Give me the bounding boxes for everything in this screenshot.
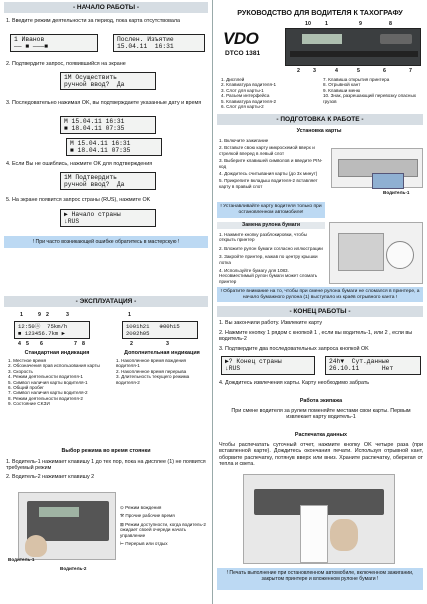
callout-number: 4 <box>18 341 21 347</box>
card-insert-illustration <box>331 148 423 188</box>
legend-item-work <box>120 513 210 518</box>
lcd-additional-display <box>122 321 198 339</box>
lcd-line: 1M Подтвердить <box>64 174 117 181</box>
legend-label: Режим доступности, когда водитель-2 ожидает своей очереди начать управление <box>120 521 206 538</box>
lcd-end-country <box>221 356 315 375</box>
print-note: ! Печать выполнение при остановленном автомобиле, включенном зажигании, закрытом принтере и вложенном рулоне бумаги ! <box>217 568 423 590</box>
list-item: 9. Клавиши меню <box>323 87 361 93</box>
list-item: 2. Накопленное время перерыва <box>116 368 187 374</box>
list-item: 4. Разъем интерфейса <box>221 93 270 99</box>
paper-roll-illustration <box>329 222 423 284</box>
lcd-line: M 15.04.11 16:31 <box>64 118 125 125</box>
paper-roll-image <box>386 241 414 269</box>
callout-number: 8 <box>82 341 85 347</box>
device-items-right <box>323 77 423 104</box>
device-display <box>302 34 342 44</box>
callout-number: 7 <box>409 68 412 74</box>
list-item: 3. Слот для карты-1 <box>221 87 264 93</box>
tachograph-display <box>39 507 79 517</box>
activity-legend <box>120 505 210 546</box>
lcd-line: ▶ Начало страны <box>64 211 121 218</box>
printout-photo <box>243 474 395 564</box>
workshop-warning: ! При часто возникающей ошибке обратитесь в мастерскую ! <box>4 236 208 248</box>
end-step-4: 4. Дождитесь извлечения карты. Карту необходимо забрать <box>219 380 370 386</box>
list-item: 6. Общий пробег <box>8 385 44 391</box>
legend-item-driving <box>120 505 210 510</box>
callout-number: 3 <box>66 312 69 318</box>
list-item: 3. Длительность текущего режима водителя-2 <box>116 374 190 385</box>
start-step-5: 5. На экране появится запрос страны (RUS), нажмите OK <box>6 197 151 203</box>
end-step-1: 1. Вы закончили работу. Извлеките карту <box>219 320 323 326</box>
parking-mode-title: Выбор режима во время стоянки <box>61 448 151 454</box>
lcd-confirm-entry <box>60 172 156 190</box>
list-item: 2. Вложите рулон бумаги согласно иллюстрации <box>219 245 323 251</box>
card-install-title: Установка карты <box>296 128 342 134</box>
callout-number: 8 <box>389 21 392 27</box>
lcd-line: ■ 18.04.11 07:35 <box>64 125 125 132</box>
legend-label: Режим вождения <box>125 505 162 510</box>
legend-label: Перерыв или отдых <box>125 541 168 547</box>
legend-item-availability <box>120 522 210 538</box>
start-step-3: 3. Последовательно нажимая OK, вы подтверждаете указанные дату и время <box>6 100 202 106</box>
list-item: 10. Знак, разрешающий перевозку опасных грузов <box>323 93 417 104</box>
list-item: 2. Клавиатура водителя-1 <box>221 82 277 88</box>
device-items-left <box>221 77 321 109</box>
lcd-country-start <box>60 209 156 227</box>
callout-number: 3 <box>313 68 316 74</box>
lcd-line: ▶? Конец страны <box>225 358 282 365</box>
additional-display-items <box>116 358 208 385</box>
lcd-line: 26.10.11 Нет <box>329 365 394 372</box>
driver-1-label: Водитель-1 <box>8 557 35 562</box>
lcd-line: 1 Иванов <box>14 36 45 43</box>
lcd-driver-name <box>10 34 98 52</box>
lcd-line: —— ■ ———■ <box>14 43 49 50</box>
start-step-4: 4. Если Вы не ошиблись, нажмите OK для подтверждения <box>6 161 153 167</box>
tachograph-device <box>285 28 421 66</box>
tachograph-photo <box>18 492 116 560</box>
paper-replace-note: ! Обратите внимание на то, чтобы при смене рулона бумаги не сломался в принтере, а начало бумажного рулона (1) выступало из краёв отрывного канта ! <box>217 287 423 302</box>
card-slots[interactable] <box>290 51 418 57</box>
legend-label: Прочие рабочие время <box>125 513 175 519</box>
callout-number: 7 <box>74 341 77 347</box>
callout-number: 1 <box>325 21 328 27</box>
callout-number: 9 <box>359 21 362 27</box>
lcd-line: 12:50ⓐ 75km/h <box>18 323 68 330</box>
list-item: 7. Символ наличия карты водителя-2 <box>8 390 88 396</box>
lcd-last-removal <box>113 34 205 52</box>
lcd-date-time-1 <box>60 116 156 134</box>
paper-replace-title: Замена рулона бумаги <box>217 222 325 229</box>
left-column <box>0 0 213 604</box>
list-item: 3. Выберите клавишей символов и введите PIN-код <box>219 158 323 169</box>
lcd-line: ↓RUS <box>225 365 241 372</box>
callout-number: 6 <box>40 341 43 347</box>
driver-1-label-prep: Водитель-1 <box>383 190 410 195</box>
callout-number: 4 <box>335 68 338 74</box>
guide-title: РУКОВОДСТВО ДЛЯ ВОДИТЕЛЯ К ТАХОГРАФУ <box>237 8 403 17</box>
card-install-steps <box>219 138 323 189</box>
list-item: 1. Накопленное время вождения водителя-1 <box>116 358 187 369</box>
hammers-icon: ⚒ <box>120 513 125 519</box>
right-column <box>213 0 427 604</box>
list-item: 2. Вставьте свою карту микросхемой вверх и стрелкой вперед в левый слот <box>219 145 315 156</box>
lcd-line: 15.04.11 16:31 <box>117 43 174 50</box>
menu-keys[interactable] <box>380 34 412 44</box>
print-title: Распечатка данных <box>294 432 348 438</box>
print-text: Чтобы распечатать суточный отчет, нажмите кнопку OK четыре раза (при вставленной карте). Дождитесь окончания печати. Используя отрывной кант, оборвите распечатку, потянув вверх или вниз. Храните распечатку, оберегая от тепла и света. <box>219 442 423 467</box>
lcd-line: ↓RUS <box>64 218 80 225</box>
standard-display-title: Стандартная индикация <box>24 350 90 356</box>
crew-work-text: При смене водителя за рулем поменяйте местами свои карты. Первым извлекает карту водитель-1 <box>231 408 411 421</box>
lcd-date-time-2 <box>66 138 162 156</box>
bed-icon: ⊢ <box>120 541 125 547</box>
driver-card-image <box>372 173 404 189</box>
parking-step-1: 1. Водитель-1 нажимает клавишу 1 до тех пор, пока на дисплее (1) не появится требуемый режим <box>6 459 206 472</box>
start-step-1: 1. Введите режим деятельности за период, пока карта отсутствовала <box>6 18 181 24</box>
callout-number: 3 <box>166 341 169 347</box>
list-item: 8. Отрывной кант <box>323 82 361 88</box>
list-item: 5. Прикрепите вкладыш водителя-2 вставляет карту в правый слот <box>219 178 318 189</box>
callout-number: 5 <box>26 341 29 347</box>
lcd-line: 1M Осуществить <box>64 74 117 81</box>
callout-number: 2 <box>46 312 49 318</box>
additional-display-title: Дополнительная индикация <box>124 350 200 356</box>
standard-display-items <box>8 358 108 407</box>
callout-number: 5 <box>357 68 360 74</box>
lcd-line: 2⊙02h05 <box>126 330 150 337</box>
end-step-3: 3. Подтвердите два последовательных запроса кнопкой OK <box>219 346 369 352</box>
lcd-line: 1⊙01h21 ⊕00h15 <box>126 323 180 330</box>
model-name: DTCO 1381 <box>225 50 261 57</box>
callout-number: 10 <box>305 21 311 27</box>
availability-icon: ⊠ <box>120 521 124 527</box>
lcd-line: ручной ввод? Да <box>64 81 125 88</box>
lcd-daily-data <box>325 356 421 375</box>
list-item: 2. Обозначения прав использования карты <box>8 363 100 369</box>
printer-drawer-image <box>338 233 384 271</box>
list-item: 4. Используйте бумагу для 1083. Несовместимый рулон бумаги может сломать принтер <box>219 268 318 284</box>
callout-number: 2 <box>130 341 133 347</box>
list-item: 7. Клавиша открытия принтера <box>323 77 390 82</box>
lcd-standard-display <box>14 321 90 339</box>
crew-work-title: Работа экипажа <box>299 398 343 404</box>
list-item: 1. Включите зажигание <box>219 138 269 143</box>
end-work-header: - КОНЕЦ РАБОТЫ - <box>217 306 423 317</box>
list-item: 4. Дождитесь считывания карты (до 3х минут) <box>219 171 318 177</box>
lcd-line: Послен. Изъятие <box>117 36 174 43</box>
lcd-line: ручной ввод? Да <box>64 181 125 188</box>
list-item: 5. Клавиатура водителя-2 <box>221 98 277 104</box>
legend-item-rest <box>120 541 210 546</box>
preparation-header: - ПОДГОТОВКА К РАБОТЕ - <box>217 114 423 125</box>
lcd-line: M 15.04.11 16:31 <box>70 140 131 147</box>
lcd-line: 24h▼ Сут.данные <box>329 358 390 365</box>
lcd-manual-entry <box>60 72 156 90</box>
paper-printout-image <box>300 505 328 563</box>
list-item: 1. Местное время <box>8 358 47 363</box>
callout-number: 2 <box>297 68 300 74</box>
lcd-line: ■ 18.04.11 07:35 <box>70 147 131 154</box>
end-step-2: 2. Нажмите кнопку 1 рядом с кнопкой 1 , если вы водитель-1, или 2 , если вы водитель-2 <box>219 330 413 343</box>
list-item: 3. Закройте принтер, нажав по центру крышки лотка <box>219 254 318 265</box>
driver-2-label: Водитель-2 <box>60 566 87 571</box>
paper-replace-steps <box>219 232 323 284</box>
lcd-line: ■ 123456.7km ▶ <box>18 330 66 337</box>
list-item: 6. Слот для карты-2 <box>221 104 264 110</box>
start-header: - НАЧАЛО РАБОТЫ - <box>4 2 208 13</box>
start-step-2: 2. Подтвердите запрос, появившийся на экране <box>6 61 126 67</box>
list-item: 5. Символ наличия карты водителя-1 <box>8 379 88 385</box>
vdo-logo: VDO <box>223 29 259 48</box>
steering-wheel-icon: ⊙ <box>120 505 124 510</box>
list-item: 3. Скорость <box>8 368 33 374</box>
callout-number: 6 <box>383 68 386 74</box>
list-item: 8. Режим деятельности водителя-2 <box>8 395 83 401</box>
card-install-note: ! Устанавливайте карту водителя только при остановленном автомобиле! <box>217 202 325 218</box>
callout-number: 9 <box>38 312 41 318</box>
hand-image <box>25 535 47 557</box>
operation-header: - ЭКСПЛУАТАЦИЯ - <box>4 296 208 307</box>
list-item: 4. Режим деятельности водителя-1 <box>8 374 83 380</box>
parking-step-2: 2. Водитель-2 нажимает клавишу 2 <box>6 474 95 480</box>
list-item: 1. Нажмите кнопку разблокировки, чтобы открыть принтер <box>219 232 307 243</box>
callout-number: 1 <box>20 312 23 318</box>
callout-number: 1 <box>128 312 131 318</box>
list-item: 1. Дисплей <box>221 77 245 82</box>
list-item: 9. Состояние CKЗИ <box>8 401 50 407</box>
hand-image-print <box>330 519 358 551</box>
